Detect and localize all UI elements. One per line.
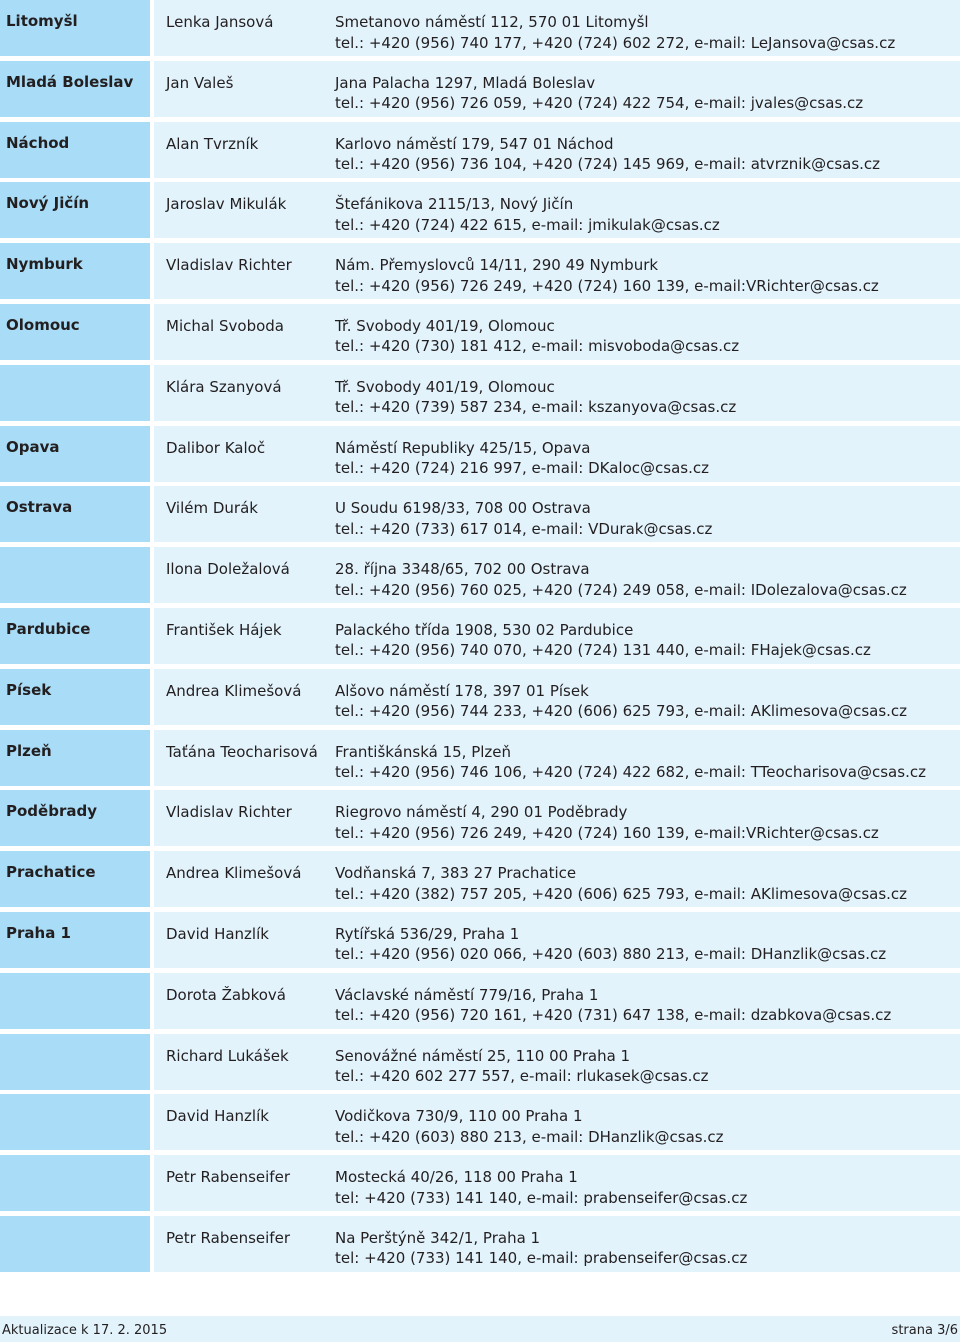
branch-address: Palackého třída 1908, 530 02 Pardubice	[335, 620, 634, 639]
contact-person: Jan Valeš	[166, 73, 234, 92]
phone-email: tel.: +420 (956) 726 249, +420 (724) 160 139, e-mail:VRichter@csas.cz	[335, 823, 879, 842]
contact-person: Andrea Klimešová	[166, 864, 302, 883]
city-cell: Písek	[0, 669, 150, 725]
update-date: Aktualizace k 17. 2. 2015	[2, 1323, 168, 1338]
city-cell: Praha 1	[0, 912, 150, 968]
table-row	[0, 1094, 960, 1150]
table-row	[0, 122, 960, 178]
branch-address: Smetanovo náměstí 112, 570 01 Litomyšl	[335, 13, 649, 31]
contact-person: Klára Szanyová	[166, 377, 282, 396]
branch-address: Na Perštýně 342/1, Praha 1	[335, 1228, 541, 1247]
table-row	[0, 0, 960, 56]
branch-address: Vodňanská 7, 383 27 Prachatice	[335, 864, 577, 883]
contact-person: Alan Tvrzník	[166, 134, 259, 153]
phone-email: tel.: +420 (956) 740 070, +420 (724) 131 440, e-mail: FHajek@csas.cz	[335, 641, 871, 660]
contact-details	[335, 681, 960, 725]
detail-cell	[154, 730, 960, 786]
detail-cell	[154, 851, 960, 907]
contact-person: Andrea Klimešová	[166, 681, 302, 700]
table-row	[0, 1155, 960, 1211]
contact-details	[335, 194, 960, 238]
contact-details	[335, 559, 960, 603]
contact-details	[335, 1106, 960, 1150]
table-row	[0, 1034, 960, 1090]
table-row	[0, 669, 960, 725]
table-row	[0, 547, 960, 603]
phone-email: tel.: +420 (956) 726 059, +420 (724) 422 754, e-mail: jvales@csas.cz	[335, 94, 864, 113]
contact-details	[335, 863, 960, 907]
contact-person: Dalibor Kaloč	[166, 438, 266, 457]
phone-email: tel.: +420 602 277 557, e-mail: rlukasek@csas.cz	[335, 1067, 709, 1086]
contact-details	[335, 985, 960, 1029]
contact-person: Vladislav Richter	[166, 256, 292, 275]
table-row	[0, 486, 960, 542]
contact-person: Ilona Doležalová	[166, 560, 290, 579]
contact-person: David Hanzlík	[166, 924, 269, 943]
table-row	[0, 790, 960, 846]
city-cell	[0, 1155, 150, 1211]
contact-details	[335, 742, 960, 786]
contact-details	[335, 1167, 960, 1211]
branch-address: Rytířská 536/29, Praha 1	[335, 924, 520, 943]
contact-details	[335, 134, 960, 178]
contact-details	[335, 924, 960, 968]
branch-address: Jana Palacha 1297, Mladá Boleslav	[335, 73, 596, 92]
branch-address: Náměstí Republiky 425/15, Opava	[335, 438, 591, 457]
table-row	[0, 243, 960, 299]
table-row	[0, 304, 960, 360]
table-row	[0, 1216, 960, 1272]
city-cell: Opava	[0, 426, 150, 482]
phone-email: tel.: +420 (956) 740 177, +420 (724) 602 272, e-mail: LeJansova@csas.cz	[335, 33, 896, 52]
detail-cell	[154, 669, 960, 725]
phone-email: tel.: +420 (724) 422 615, e-mail: jmikulak@csas.cz	[335, 215, 720, 234]
phone-email: tel.: +420 (730) 181 412, e-mail: misvoboda@csas.cz	[335, 337, 740, 356]
phone-email: tel.: +420 (382) 757 205, +420 (606) 625 793, e-mail: AKlimesova@csas.cz	[335, 884, 908, 903]
phone-email: tel.: +420 (956) 744 233, +420 (606) 625 793, e-mail: AKlimesova@csas.cz	[335, 702, 908, 721]
contact-person: Dorota Žabková	[166, 985, 286, 1004]
detail-cell	[154, 1216, 960, 1272]
contact-person: Lenka Jansová	[166, 13, 274, 31]
detail-cell	[154, 243, 960, 299]
detail-cell	[154, 1034, 960, 1090]
table-row	[0, 182, 960, 238]
detail-cell	[154, 547, 960, 603]
branch-address: Mostecká 40/26, 118 00 Praha 1	[335, 1168, 578, 1187]
phone-email: tel.: +420 (733) 617 014, e-mail: VDurak@csas.cz	[335, 519, 713, 538]
contact-person: Michal Svoboda	[166, 316, 284, 335]
detail-cell	[154, 608, 960, 664]
detail-cell	[154, 426, 960, 482]
phone-email: tel.: +420 (956) 736 104, +420 (724) 145 969, e-mail: atvrznik@csas.cz	[335, 155, 881, 174]
phone-email: tel: +420 (733) 141 140, e-mail: prabenseifer@csas.cz	[335, 1249, 748, 1268]
contact-person: Taťána Teocharisová	[166, 742, 318, 761]
branch-address: 28. října 3348/65, 702 00 Ostrava	[335, 560, 590, 579]
city-cell	[0, 973, 150, 1029]
phone-email: tel.: +420 (739) 587 234, e-mail: kszanyova@csas.cz	[335, 398, 737, 417]
table-row	[0, 912, 960, 968]
page-footer	[0, 1316, 960, 1342]
page-number: strana 3/6	[891, 1323, 958, 1338]
table-row	[0, 426, 960, 482]
branch-address: Karlovo náměstí 179, 547 01 Náchod	[335, 134, 614, 153]
contact-details	[335, 1046, 960, 1090]
phone-email: tel.: +420 (956) 746 106, +420 (724) 422 682, e-mail: TTeocharisova@csas.cz	[335, 763, 926, 782]
detail-cell	[154, 486, 960, 542]
contact-person: Richard Lukášek	[166, 1046, 289, 1065]
contact-details	[335, 498, 960, 542]
table-row	[0, 973, 960, 1029]
branch-address: Václavské náměstí 779/16, Praha 1	[335, 985, 599, 1004]
city-cell: Prachatice	[0, 851, 150, 907]
branch-address: Alšovo náměstí 178, 397 01 Písek	[335, 681, 589, 700]
detail-cell	[154, 1094, 960, 1150]
city-cell: Pardubice	[0, 608, 150, 664]
city-cell	[0, 1094, 150, 1150]
phone-email: tel.: +420 (956) 760 025, +420 (724) 249 058, e-mail: IDolezalova@csas.cz	[335, 580, 907, 599]
contact-details	[335, 255, 960, 299]
city-cell: Mladá Boleslav	[0, 61, 150, 117]
branch-address: Senovážné náměstí 25, 110 00 Praha 1	[335, 1046, 631, 1065]
branch-address: Vodičkova 730/9, 110 00 Praha 1	[335, 1107, 583, 1126]
phone-email: tel.: +420 (603) 880 213, e-mail: DHanzlik@csas.cz	[335, 1127, 724, 1146]
branch-address: Tř. Svobody 401/19, Olomouc	[335, 316, 555, 335]
detail-cell	[154, 0, 960, 56]
branch-address: Riegrovo náměstí 4, 290 01 Poděbrady	[335, 803, 628, 822]
city-cell: Olomouc	[0, 304, 150, 360]
table-row	[0, 851, 960, 907]
contact-person: Petr Rabenseifer	[166, 1168, 290, 1187]
contact-person: Vladislav Richter	[166, 803, 292, 822]
city-cell	[0, 547, 150, 603]
city-cell: Nový Jičín	[0, 182, 150, 238]
phone-email: tel.: +420 (956) 720 161, +420 (731) 647 138, e-mail: dzabkova@csas.cz	[335, 1006, 892, 1025]
city-cell	[0, 1216, 150, 1272]
city-cell: Ostrava	[0, 486, 150, 542]
phone-email: tel.: +420 (956) 726 249, +420 (724) 160 139, e-mail:VRichter@csas.cz	[335, 276, 879, 295]
city-cell	[0, 1034, 150, 1090]
contact-person: Jaroslav Mikulák	[166, 195, 287, 214]
branch-address: Františkánská 15, Plzeň	[335, 742, 512, 761]
detail-cell	[154, 61, 960, 117]
city-cell: Nymburk	[0, 243, 150, 299]
phone-email: tel.: +420 (956) 020 066, +420 (603) 880 213, e-mail: DHanzlik@csas.cz	[335, 945, 887, 964]
contact-person: David Hanzlík	[166, 1107, 269, 1126]
detail-cell	[154, 790, 960, 846]
phone-email: tel: +420 (733) 141 140, e-mail: prabenseifer@csas.cz	[335, 1188, 748, 1207]
branch-address: U Soudu 6198/33, 708 00 Ostrava	[335, 499, 591, 518]
detail-cell	[154, 122, 960, 178]
city-cell: Litomyšl	[0, 0, 150, 56]
city-cell	[0, 365, 150, 421]
contact-person: Petr Rabenseifer	[166, 1228, 290, 1247]
branch-address: Nám. Přemyslovců 14/11, 290 49 Nymburk	[335, 256, 659, 275]
detail-cell	[154, 304, 960, 360]
city-cell: Náchod	[0, 122, 150, 178]
table-row	[0, 61, 960, 117]
table-row	[0, 608, 960, 664]
detail-cell	[154, 1155, 960, 1211]
city-cell: Plzeň	[0, 730, 150, 786]
contact-details	[335, 1228, 960, 1272]
contact-details	[335, 802, 960, 846]
city-cell: Poděbrady	[0, 790, 150, 846]
contact-person: Vilém Durák	[166, 499, 258, 518]
detail-cell	[154, 365, 960, 421]
contact-details	[335, 377, 960, 421]
contact-details	[335, 438, 960, 482]
contact-details	[335, 73, 960, 117]
phone-email: tel.: +420 (724) 216 997, e-mail: DKaloc@csas.cz	[335, 459, 709, 478]
contact-details	[335, 620, 960, 664]
contact-person: František Hájek	[166, 620, 282, 639]
detail-cell	[154, 182, 960, 238]
branch-address: Štefánikova 2115/13, Nový Jičín	[335, 195, 574, 214]
table-row	[0, 730, 960, 786]
detail-cell	[154, 973, 960, 1029]
contact-details	[335, 12, 960, 56]
contact-details	[335, 316, 960, 360]
table-row	[0, 365, 960, 421]
detail-cell	[154, 912, 960, 968]
branch-address: Tř. Svobody 401/19, Olomouc	[335, 377, 555, 396]
